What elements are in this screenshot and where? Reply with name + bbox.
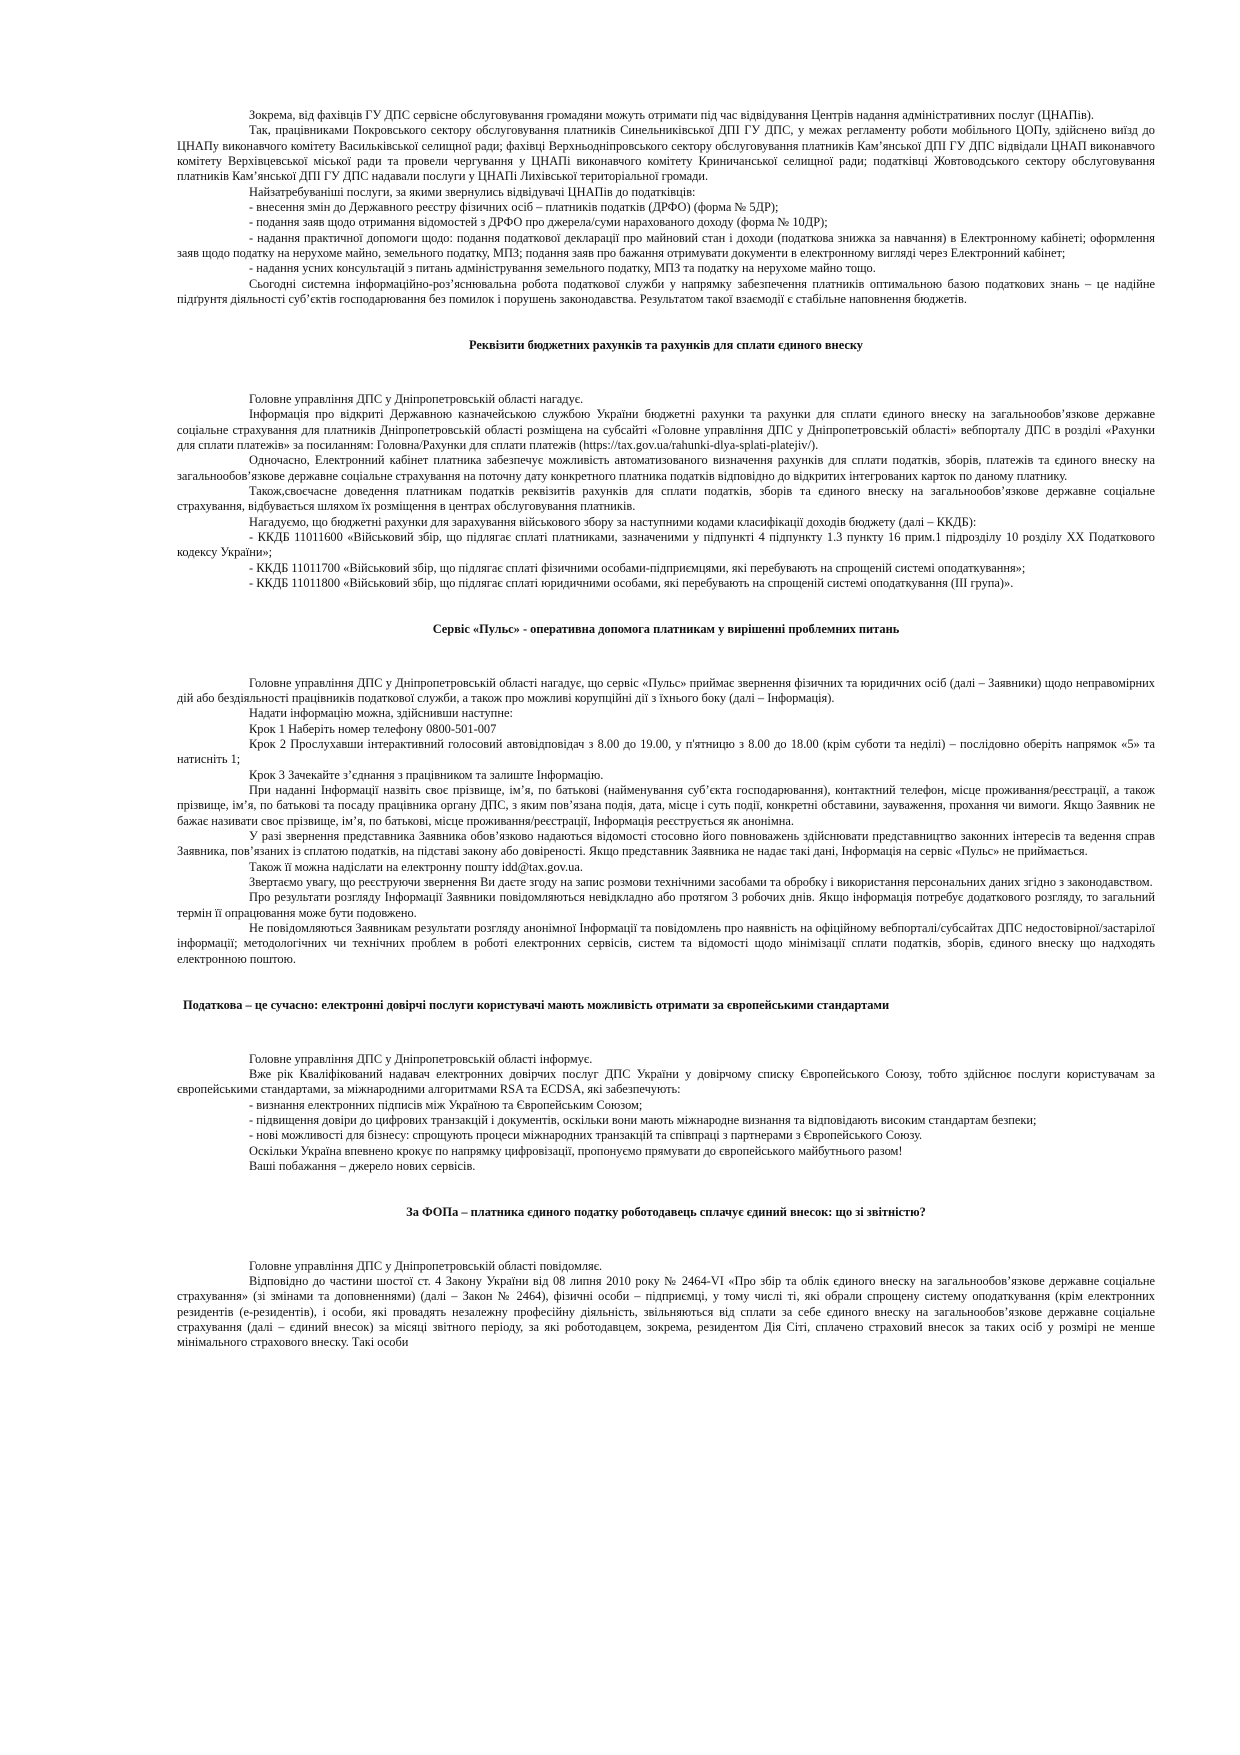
section-title: Податкова – це сучасно: електронні довірчі послуги користувачі мають можливість отримати за європейськими стандартами	[183, 998, 890, 1013]
section-title: Реквізити бюджетних рахунків та рахунків для сплати єдиного внеску	[468, 338, 864, 353]
step-item: Крок 3 Зачекайте з’єднання з працівником та залиште Інформацію.	[249, 767, 604, 782]
paragraph: Відповідно до частини шостої ст. 4 Закону України від 08 липня 2010 року № 2464-VI «Про збір та облік єдиного внеску на загальнообов’язкове державне соціальне страхування» (зі змінами та доповненнями) (далі – Закон № 2464), фізичні особи – підприємці, у тому числі ті, які обрали спрощену систему оподаткування (крім електронних резидентів (е-резидентів), і особи, які провадять незалежну професійну діяльність, звільняються від сплати за себе єдиного внеску на загальнообов’язкове державне соціальне страхування (далі – єдиний внесок) за місяці звітного періоду, за які роботодавцем, зокрема, резидентом Дія Сіті, сплачено страховий внесок за таких осіб у розмірі не менше мінімального страхового внеску. Такі особи	[177, 1273, 1155, 1350]
paragraph: Головне управління ДПС у Дніпропетровській області повідомляє.	[249, 1258, 603, 1273]
intro-section	[177, 108, 1155, 307]
paragraph: Також,своєчасне доведення платникам податків реквізитів рахунків для сплати податків, зборів та єдиного внеску на загальнообов’язкове державне соціальне страхування, відбувається шляхом їх розміщення в центрах обслуговування платників.	[177, 483, 1155, 514]
list-item: - нові можливості для бізнесу: спрощують процеси міжнародних транзакцій та співпраці з партнерами з Європейського Союзу.	[249, 1128, 923, 1143]
list-item: - надання усних консультацій з питань адміністрування земельного податку, МПЗ та податку на нерухоме майно тощо.	[249, 261, 876, 276]
paragraph: Про результати розгляду Інформації Заявники повідомляються невідкладно або протягом 3 робочих днів. Якщо інформація потребує додаткового розгляду, то загальний термін її опрацювання може бути подовжено.	[177, 890, 1155, 920]
list-item: - внесення змін до Державного реєстру фізичних осіб – платників податків (ДРФО) (форма № 5ДР);	[249, 200, 779, 215]
paragraph: Надати інформацію можна, здійснивши наступне:	[249, 706, 513, 721]
list-item: - подання заяв щодо отримання відомостей з ДРФО про джерела/суми нарахованого доходу (форма № 10ДР);	[249, 215, 828, 230]
section-puls-service	[177, 622, 1155, 967]
paragraph: Так, працівниками Покровського сектору обслуговування платників Синельниківської ДПІ ГУ ДПС, у межах регламенту роботи мобільного ЦОПу, здійснено виїзд до ЦНАПу виконавчого комітету Васильківської селищної ради; фахівці Верхньодніпровського сектору обслуговування платників Кам’янської ДПІ ГУ ДПС відвідали ЦНАП виконавчого комітету Верхівцевської міської ради та провели чергування у ЦНАПі виконавчого комітету Криничанської селищної ради; податківці Жовтоводського сектору обслуговування платників Кам’янської ДПІ ГУ ДПС надавали послуги у ЦНАПі Лихівської територіальної громади.	[177, 123, 1155, 184]
paragraph: Інформація про відкриті Державною казначейською службою України бюджетні рахунки та рахунки для сплати єдиного внеску на загальнообов’язкове державне соціальне страхування для платників Дніпропетровській області розміщена на субсайті «Головне управління ДПС у Дніпропетровській області» вебпорталу ДПС в розділі «Рахунки для сплати платежів» за посиланням: Головна/Рахунки для сплати платежів (https://tax.gov.ua/rahunki-dlya-splati-platejiv/).	[177, 407, 1155, 452]
paragraph: Не повідомляються Заявникам результати розгляду анонімної Інформації та повідомлень про наявність на офіційному вебпорталі/субсайтах ДПС недостовірної/застарілої інформації; методологічних чи технічних проблем в роботі електронних сервісів, систем та відомості щодо мінімізації сплати податків, зборів, єдиного внеску що надходять електронною поштою.	[177, 921, 1155, 966]
paragraph: При наданні Інформації назвіть своє прізвище, ім’я, по батькові (найменування суб’єкта господарювання), контактний телефон, місце проживання/реєстрації, а також прізвище, ім’я, по батькові та посаду працівника органу ДПС, з яким пов’язана подія, дата, місце і суть події, конкретні обставини, зауваження, прохання чи вимоги. Якщо Заявник не бажає називати своє прізвище, ім’я, по батькові, місце проживання/реєстрації, Інформація реєструється як анонімна.	[177, 783, 1155, 828]
paragraph: Найзатребуваніші послуги, за якими звернулись відвідувачі ЦНАПів до податківців:	[249, 184, 696, 199]
paragraph: Зокрема, від фахівців ГУ ДПС сервісне обслуговування громадяни можуть отримати під час відвідування Центрів надання адміністративних послуг (ЦНАПів).	[249, 108, 1095, 122]
paragraph: Звертаємо увагу, що реєструючи звернення Ви даєте згоду на запис розмови технічними засобами та обробку і використання персональних даних згідно з законодавством.	[249, 875, 1153, 890]
paragraph: Одночасно, Електронний кабінет платника забезпечує можливість автоматизованого визначення рахунків для сплати податків, зборів, платежів та єдиного внеску на загальнообов’язкове державне соціальне страхування на поточну дату конкретного платника податків відповідно до відкритих інтегрованих карток по даному платнику.	[177, 453, 1155, 483]
section-budget-accounts	[177, 338, 1155, 591]
paragraph: Головне управління ДПС у Дніпропетровській області інформує.	[249, 1051, 593, 1066]
list-item: - ККДБ 11011800 «Військовий збір, що підлягає сплаті юридичними особами, які перебувають на спрощеній системі оподаткування (ІІІ група)».	[249, 575, 1014, 590]
paragraph: Також її можна надіслати на електронну пошту idd@tax.gov.ua.	[249, 859, 583, 874]
list-item: - надання практичної допомоги щодо: подання податкової декларації про майновий стан і доходи (податкова знижка за навчання) в Електронному кабінеті; оформлення заяв щодо податку на нерухоме майно, земельного податку, МПЗ; подання заяв про бажання отримувати документи в електронному вигляді через Електронний кабінет;	[177, 230, 1155, 261]
section-title: Сервіс «Пульс» - оперативна допомога платникам у вирішенні проблемних питань	[432, 622, 900, 637]
list-item: - підвищення довіри до цифрових транзакцій і документів, оскільки вони мають міжнародне визнання та відповідають високим стандартам безпеки;	[249, 1112, 1037, 1127]
paragraph: У разі звернення представника Заявника обов’язково надаються відомості стосовно його повноважень здійснювати представництво законних інтересів та ведення справ Заявника, пов’язаних із сплатою податків, на підставі закону або довіреності. Якщо представник Заявника не надає такі дані, Інформація на сервіс «Пульс» не приймається.	[177, 829, 1155, 859]
paragraph: Нагадуємо, що бюджетні рахунки для зарахування військового збору за наступними кодами класифікації доходів бюджету (далі – ККДБ):	[249, 514, 977, 529]
document-page	[177, 108, 1155, 1351]
step-item: Крок 1 Наберіть номер телефону 0800-501-007	[249, 721, 497, 736]
list-item: - ККДБ 11011700 «Військовий збір, що підлягає сплаті фізичними особами-підприємцями, які перебувають на спрощеній системі оподаткування»;	[249, 560, 1026, 575]
step-item: Крок 2 Прослухавши інтерактивний голосовий автовідповідач з 8.00 до 19.00, у п'ятницю з 8.00 до 18.00 (крім суботи та неділі) – послідовно оберіть напрямок «5» та натисніть 1;	[177, 737, 1155, 767]
paragraph: Вже рік Кваліфікований надавач електронних довірчих послуг ДПС України у довірчому списку Європейського Союзу, тобто здійснює послуги користувачам за європейськими стандартами, за міжнародними алгоритмами RSA та ECDSA, які забезпечують:	[177, 1066, 1155, 1097]
paragraph: Головне управління ДПС у Дніпропетровській області нагадує, що сервіс «Пульс» приймає звернення фізичних та юридичних осіб (далі – Заявники) щодо неправомірних дій або бездіяльності працівників податкової служби, а також про можливі корупційні дії з їхнього боку (далі – Інформація).	[177, 675, 1155, 705]
list-item: - визнання електронних підписів між Україною та Європейським Союзом;	[249, 1097, 643, 1112]
list-item: - ККДБ 11011600 «Військовий збір, що підлягає сплаті платниками, зазначеними у підпункті 4 підпункту 1.3 пункту 16 прим.1 підрозділу 10 розділу XX Податкового кодексу України»;	[177, 529, 1155, 560]
section-fop-unified-contribution	[177, 1205, 1155, 1350]
section-title: За ФОПа – платника єдиного податку роботодавець сплачує єдиний внесок: що зі звітністю?	[406, 1205, 926, 1220]
paragraph: Ваші побажання – джерело нових сервісів.	[249, 1158, 476, 1173]
section-trust-services	[177, 998, 1155, 1174]
paragraph: Сьогодні системна інформаційно-роз’яснювальна робота податкової служби у напрямку забезпечення платників оптимальною базою податкових знань – це надійне підґрунтя діяльності суб’єктів господарювання без помилок і порушень законодавства. Результатом такої взаємодії є стабільне наповнення бюджетів.	[177, 276, 1155, 307]
paragraph: Оскільки Україна впевнено крокує по напрямку цифровізації, пропонуємо прямувати до європейського майбутнього разом!	[249, 1143, 903, 1158]
paragraph: Головне управління ДПС у Дніпропетровській області нагадує.	[249, 391, 584, 406]
